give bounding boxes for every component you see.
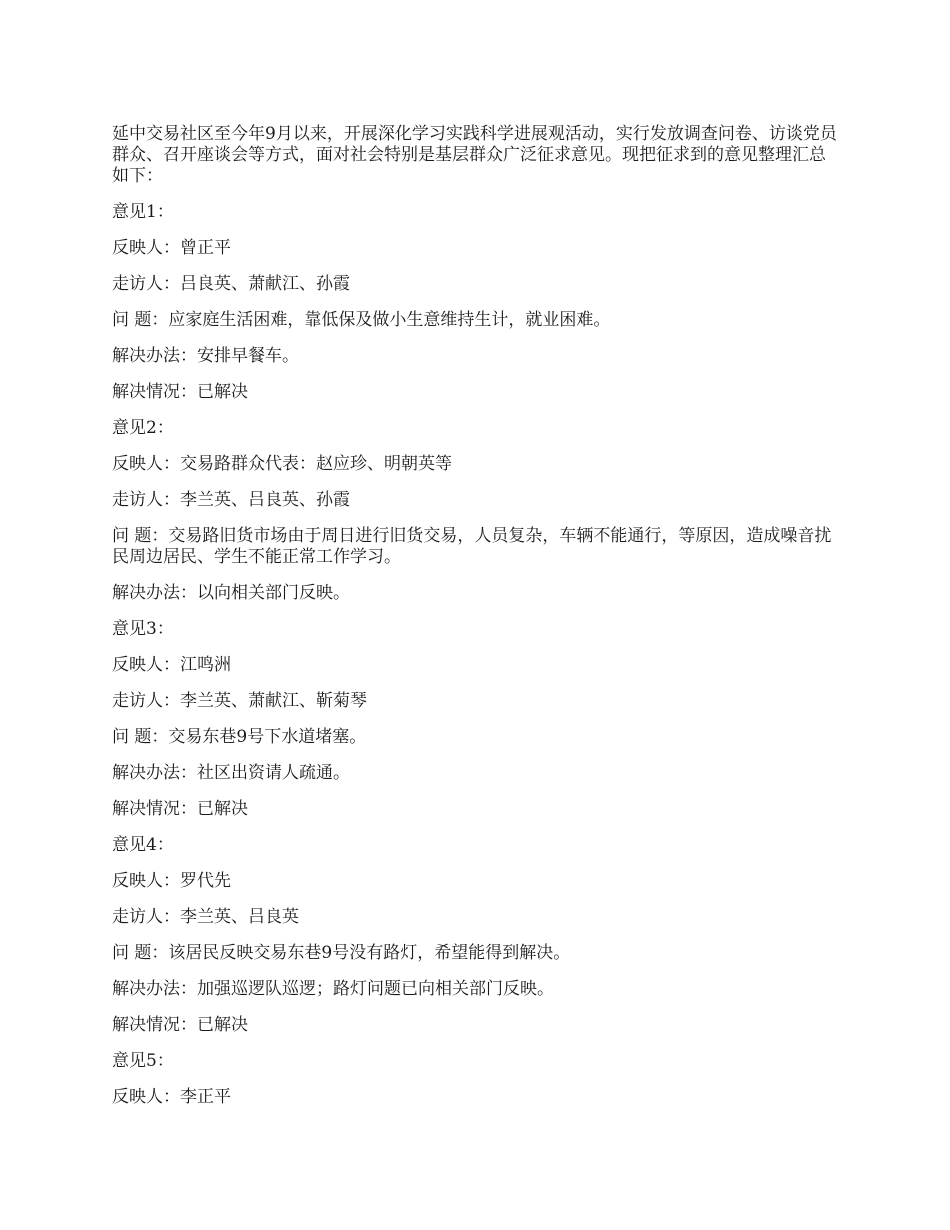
document-page [112,124,842,1123]
opinion-4-heading: 意见4： [112,835,174,855]
opinion-1-status: 解决情况：已解决 [112,382,248,402]
opinion-3-heading: 意见3： [112,619,174,639]
opinion-2-solution: 解决办法：以向相关部门反映。 [112,583,350,603]
opinion-3-solution: 解决办法：社区出资请人疏通。 [112,763,350,783]
opinion-2-visitors: 走访人：李兰英、吕良英、孙霞 [112,490,350,510]
opinion-1-heading: 意见1： [112,202,174,222]
opinion-5-heading: 意见5： [112,1051,174,1071]
opinion-2-problem: 问 题：交易路旧货市场由于周日进行旧货交易，人员复杂，车辆不能通行，等原因，造成噪音扰民周边居民、学生不能正常工作学习。 [112,526,832,567]
opinion-4-solution: 解决办法：加强巡逻队巡逻；路灯问题已向相关部门反映。 [112,979,554,999]
opinion-2-reporter: 反映人：交易路群众代表：赵应珍、明朝英等 [112,454,452,474]
opinion-1-problem: 问 题：应家庭生活困难，靠低保及做小生意维持生计，就业困难。 [112,310,611,330]
intro-paragraph: 延中交易社区至今年9月以来，开展深化学习实践科学进展观活动，实行发放调查问卷、访谈党员群众、召开座谈会等方式，面对社会特别是基层群众广泛征求意见。现把征求到的意见整理汇总如下： [112,124,837,186]
opinion-4-status: 解决情况：已解决 [112,1015,248,1035]
opinion-4-problem: 问 题：该居民反映交易东巷9号没有路灯，希望能得到解决。 [112,943,571,963]
opinion-5-reporter: 反映人：李正平 [112,1087,231,1107]
opinion-3-status: 解决情况：已解决 [112,799,248,819]
opinion-4-visitors: 走访人：李兰英、吕良英 [112,907,299,927]
opinion-3-problem: 问 题：交易东巷9号下水道堵塞。 [112,727,367,747]
opinion-1-solution: 解决办法：安排早餐车。 [112,346,299,366]
opinion-4-reporter: 反映人：罗代先 [112,871,231,891]
opinion-1-reporter: 反映人：曾正平 [112,238,231,258]
opinion-3-visitors: 走访人：李兰英、萧献江、靳菊琴 [112,691,367,711]
opinion-1-visitors: 走访人：吕良英、萧献江、孙霞 [112,274,350,294]
opinion-2-heading: 意见2： [112,418,174,438]
opinion-3-reporter: 反映人：江鸣洲 [112,655,231,675]
